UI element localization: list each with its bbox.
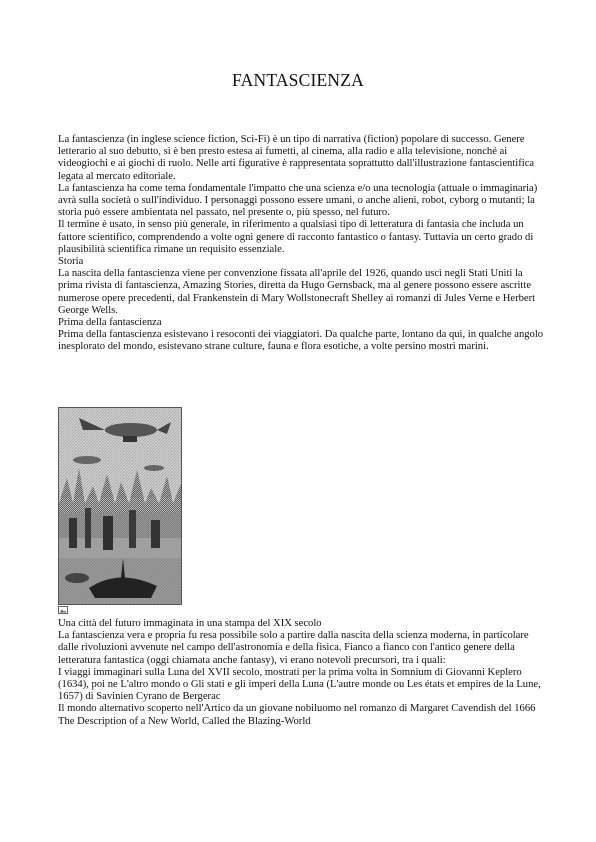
future-city-engraving [59,408,181,604]
section-heading-prima: Prima della fantascienza [58,317,162,329]
paragraph-prima: Prima della fantascienza esistevano i resoconti dei viaggiatori. Da qualche parte, lontano da qui, in qualche angolo inesplorato del mondo, esistevano strane culture, fauna e flora esotiche, a volte persino mostri marini. [58,329,544,353]
future-city-illustration [58,407,182,605]
section-heading-storia: Storia [58,256,84,268]
paragraph-modern-science: La fantascienza vera e propria fu resa possibile solo a partire dalla nascita della scienza moderna, in particolare dalle rivoluzioni avvenute nel campo dell'astronomia e della fisica. Fianco a fianco con l'antico genere della letteratura fantastica (oggi chiamata anche fantasy), vi erano notevoli precursori, tra i quali: [58,630,529,666]
body-text-top [58,134,548,354]
body-text-bottom [58,618,548,728]
paragraph-moon-voyages: I viaggi immaginari sulla Luna del XVII secolo, mostrati per la prima volta in Somnium di Giovanni Keplero (1634), poi ne L'altro mondo o Gli stati e gli imperi della Luna (L'autre monde ou Les états et empires de la Lune, 1657) di Savinien Cyrano de Bergerac [58,666,541,703]
paragraph-storia: La nascita della fantascienza viene per convenzione fissata all'aprile del 1926, quando uscì negli Stati Uniti la prima rivista di fantascienza, Amazing Stories, diretta da Hugo Gernsback, ma al genere possono essere ascritte numerose opere precedenti, dal Frankenstein di Mary Wollstonecraft Shelley ai romanzi di Jules Verne e Herbert George Wells. [58,268,536,316]
image-icon [58,606,68,614]
paragraph-term: Il termine è usato, in senso più generale, in riferimento a qualsiasi tipo di letteratura di fantasia che includa un fattore scientifico, comprendendo a volte ogni genere di racconto fantastico o fantasy. Tuttavia un certo grado di plausibilità scientifica rimane un requisito essenziale. [58,219,534,255]
figure-caption: Una città del futuro immaginata in una stampa del XIX secolo [58,618,322,629]
paragraph-blazing-world: Il mondo alternativo scoperto nell'Artico da un giovane nobiluomo nel romanzo di Margaret Cavendish del 1666 The Description of a New World, Called the Blazing-World [58,703,536,727]
paragraph-theme: La fantascienza ha come tema fondamentale l'impatto che una scienza e/o una tecnologia (attuale o immaginaria) avrà sulla società o sull'individuo. I personaggi possono essere umani, o anche alieni, robot, cyborg o mutanti; la storia può essere ambientata nel passato, nel presente o, più spesso, nel futuro. [58,182,538,219]
paragraph-intro: La fantascienza (in inglese science fiction, Sci-Fi) è un tipo di narrativa (fiction) popolare di successo. Genere letterario al suo debutto, si è ben presto estesa ai fumetti, al cinema, alla radio e alla televisione, nonché ai videogiochi e ai giochi di ruolo. Nelle arti figurative è rappresentata soprattutto dall'illustrazione fantascientifica legata al mercato editoriale. [58,134,535,182]
page-title: FANTASCIENZA [232,70,364,90]
